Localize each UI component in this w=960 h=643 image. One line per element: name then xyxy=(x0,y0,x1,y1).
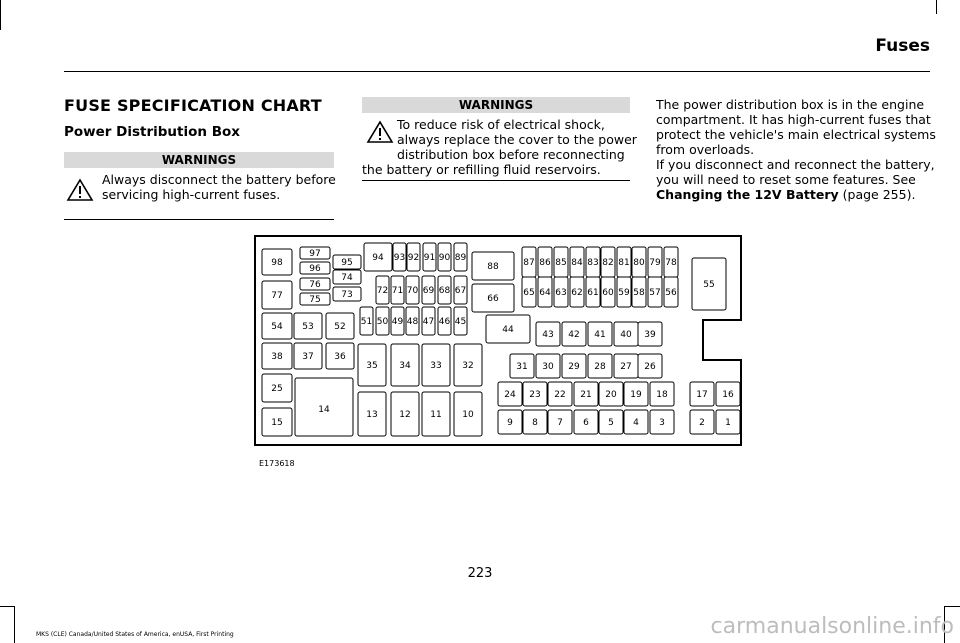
text-line: If you disconnect and reconnect the battery, xyxy=(656,157,935,172)
fuse-label: 29 xyxy=(568,362,580,372)
fuse-label: 88 xyxy=(487,262,499,272)
fuse-label: 52 xyxy=(334,322,346,332)
fuse-20 xyxy=(599,382,623,406)
fuse-label: 74 xyxy=(341,273,353,283)
fuse-74 xyxy=(333,270,361,284)
fuse-2 xyxy=(690,410,714,434)
page-number: 223 xyxy=(467,566,493,581)
warning-line: servicing high-current fuses. xyxy=(102,187,281,202)
fuse-98 xyxy=(262,249,292,275)
fuse-48 xyxy=(406,307,419,335)
fuse-label: 95 xyxy=(341,258,353,268)
fuse-label: 71 xyxy=(391,286,404,296)
subsection-heading: Power Distribution Box xyxy=(64,124,240,140)
fuse-5 xyxy=(599,410,623,434)
fuse-label: 87 xyxy=(523,258,535,268)
fuse-88 xyxy=(472,252,514,280)
fuse-37 xyxy=(294,343,322,369)
fuse-1 xyxy=(716,410,740,434)
fuse-label: 17 xyxy=(696,390,708,400)
fuse-label: 86 xyxy=(539,258,551,268)
fuse-label: 8 xyxy=(532,418,538,428)
fuse-85 xyxy=(554,247,568,277)
fuse-label: 49 xyxy=(391,317,404,327)
fuse-label: 3 xyxy=(659,418,665,428)
fuse-78 xyxy=(664,247,678,277)
fuse-label: 67 xyxy=(454,286,467,296)
text-line: you will need to reset some features. See xyxy=(656,172,916,187)
fuse-label: 92 xyxy=(407,253,420,263)
fuse-label: 56 xyxy=(665,288,677,298)
fuse-6 xyxy=(574,410,598,434)
fuse-16 xyxy=(716,382,740,406)
text-line: The power distribution box is in the engine xyxy=(656,97,925,112)
fuse-label: 19 xyxy=(630,390,642,400)
fuse-72 xyxy=(376,276,389,304)
fuse-49 xyxy=(391,307,404,335)
fuse-42 xyxy=(562,322,586,346)
fuse-label: 28 xyxy=(594,362,606,372)
fuse-79 xyxy=(648,247,662,277)
text-line: from overloads. xyxy=(656,142,755,157)
fuse-label: 20 xyxy=(605,390,617,400)
fuse-53 xyxy=(294,313,322,339)
fuse-label: 13 xyxy=(366,410,378,420)
fuse-label: 72 xyxy=(376,286,389,296)
fuse-82 xyxy=(601,247,615,277)
fuse-9 xyxy=(498,410,522,434)
fuse-80 xyxy=(632,247,646,277)
fuse-label: 81 xyxy=(618,258,630,268)
fuse-label: 37 xyxy=(302,352,314,362)
fuse-45 xyxy=(454,307,467,335)
fuse-label: 22 xyxy=(554,390,566,400)
warnings-band: WARNINGS xyxy=(362,97,630,113)
fuse-33 xyxy=(422,344,450,386)
fuse-label: 41 xyxy=(594,330,606,340)
warning-line: always replace the cover to the power xyxy=(397,132,637,147)
fuse-label: 97 xyxy=(309,249,321,259)
fuse-label: 94 xyxy=(372,253,384,263)
fuse-24 xyxy=(498,382,522,406)
fuse-21 xyxy=(574,382,598,406)
fuse-95 xyxy=(333,255,361,269)
fuse-55 xyxy=(692,258,726,310)
fuse-label: 90 xyxy=(438,253,451,263)
fuse-27 xyxy=(614,354,638,378)
fuse-label: 59 xyxy=(618,288,630,298)
fuse-label: 50 xyxy=(376,317,389,327)
fuse-92 xyxy=(407,243,420,271)
fuse-label: 46 xyxy=(438,317,451,327)
fuse-56 xyxy=(664,277,678,307)
fuse-7 xyxy=(548,410,572,434)
fuse-label: 35 xyxy=(366,361,378,371)
fuse-58 xyxy=(632,277,646,307)
fuse-23 xyxy=(523,382,547,406)
fuse-label: 68 xyxy=(438,286,451,296)
fuse-label: 24 xyxy=(504,390,516,400)
fuse-label: 31 xyxy=(516,362,528,372)
fuse-90 xyxy=(438,243,451,271)
fuse-50 xyxy=(376,307,389,335)
fuse-59 xyxy=(617,277,631,307)
fuse-10 xyxy=(454,392,482,436)
fuse-label: 9 xyxy=(507,418,513,428)
fuse-12 xyxy=(391,392,419,436)
fuse-label: 27 xyxy=(620,362,632,372)
fuse-71 xyxy=(391,276,404,304)
fuse-13 xyxy=(358,392,386,436)
fuse-label: 1 xyxy=(725,418,731,428)
fuse-label: 51 xyxy=(360,317,373,327)
fuse-68 xyxy=(438,276,451,304)
fuse-label: 48 xyxy=(406,317,419,327)
fuse-35 xyxy=(358,344,386,386)
fuse-84 xyxy=(570,247,584,277)
fuse-label: 61 xyxy=(587,288,599,298)
fuse-14 xyxy=(295,378,353,436)
fuse-65 xyxy=(522,277,536,307)
fuse-label: 57 xyxy=(649,288,661,298)
fuse-91 xyxy=(423,243,436,271)
fuse-41 xyxy=(588,322,612,346)
fuse-25 xyxy=(262,374,292,402)
fuse-label: 21 xyxy=(580,390,592,400)
fuse-3 xyxy=(650,410,674,434)
warning-line: To reduce risk of electrical shock, xyxy=(397,117,605,132)
fuse-label: 93 xyxy=(393,253,406,263)
warning-line: the battery or refilling fluid reservoirs. xyxy=(362,162,601,177)
fuse-17 xyxy=(690,382,714,406)
fuse-label: 80 xyxy=(633,258,645,268)
fuse-label: 25 xyxy=(271,384,283,394)
warnings-band: WARNINGS xyxy=(64,152,334,168)
fuse-label: 16 xyxy=(722,390,734,400)
fuse-34 xyxy=(391,344,419,386)
fuse-label: 7 xyxy=(557,418,563,428)
fuse-28 xyxy=(588,354,612,378)
fuse-label: 70 xyxy=(406,286,419,296)
fuse-label: 42 xyxy=(568,330,580,340)
fuse-label: 84 xyxy=(571,258,583,268)
fuse-29 xyxy=(562,354,586,378)
fuse-61 xyxy=(586,277,600,307)
fuse-40 xyxy=(614,322,638,346)
fuse-62 xyxy=(570,277,584,307)
fuse-label: 36 xyxy=(334,352,346,362)
fuse-label: 62 xyxy=(571,288,583,298)
fuse-label: 53 xyxy=(302,322,314,332)
fuse-64 xyxy=(538,277,552,307)
fuse-93 xyxy=(393,243,406,271)
fuse-label: 4 xyxy=(633,418,639,428)
fuse-73 xyxy=(333,287,361,301)
fuse-label: 10 xyxy=(462,410,474,420)
fuse-label: 30 xyxy=(542,362,554,372)
fuse-label: 65 xyxy=(523,288,535,298)
fuse-51 xyxy=(360,307,373,335)
page-reference: (page 255). xyxy=(838,187,916,202)
cross-reference-link[interactable]: Changing the 12V Battery xyxy=(656,187,839,202)
fuse-label: 40 xyxy=(620,330,632,340)
fuse-label: 55 xyxy=(703,280,715,290)
fuse-18 xyxy=(650,382,674,406)
fuse-label: 69 xyxy=(422,286,435,296)
fuse-31 xyxy=(510,354,534,378)
warning-line: Always disconnect the battery before xyxy=(102,172,336,187)
fuse-label: 91 xyxy=(423,253,436,263)
fuse-38 xyxy=(262,343,292,369)
fuse-label: 98 xyxy=(271,258,283,268)
fuse-label: 63 xyxy=(555,288,567,298)
edition-line: MKS (CLE) Canada/United States of America, enUSA, First Printing xyxy=(36,631,234,638)
section-heading: FUSE SPECIFICATION CHART xyxy=(64,96,322,115)
fuse-47 xyxy=(422,307,435,335)
fuse-36 xyxy=(326,343,354,369)
fuse-label: 83 xyxy=(587,258,599,268)
fuse-label: 15 xyxy=(271,418,283,428)
fuse-81 xyxy=(617,247,631,277)
fuse-label: 78 xyxy=(665,258,677,268)
fuse-8 xyxy=(523,410,547,434)
page-header-title: Fuses xyxy=(875,36,930,56)
fuse-43 xyxy=(536,322,560,346)
fuse-label: 45 xyxy=(454,317,467,327)
fuse-39 xyxy=(638,322,662,346)
text-line: protect the vehicle's main electrical systems xyxy=(656,127,936,142)
fuse-94 xyxy=(364,243,392,271)
fuse-67 xyxy=(454,276,467,304)
fuse-label: 47 xyxy=(422,317,435,327)
fuse-19 xyxy=(624,382,648,406)
fuse-11 xyxy=(422,392,450,436)
fuse-label: 77 xyxy=(271,291,283,301)
fuse-label: 32 xyxy=(462,361,474,371)
fuse-label: 66 xyxy=(487,294,499,304)
fuse-label: 6 xyxy=(583,418,589,428)
figure-code: E173618 xyxy=(259,459,295,468)
fuse-label: 89 xyxy=(454,253,467,263)
fuse-75 xyxy=(300,293,330,305)
fuse-30 xyxy=(536,354,560,378)
fuse-52 xyxy=(326,313,354,339)
fuse-label: 38 xyxy=(271,352,283,362)
fuse-label: 5 xyxy=(608,418,614,428)
fuse-label: 14 xyxy=(318,405,330,415)
fuse-label: 2 xyxy=(699,418,705,428)
watermark: carmanualsonline.info xyxy=(710,614,954,639)
fuse-66 xyxy=(472,284,514,312)
fuse-70 xyxy=(406,276,419,304)
fuse-label: 18 xyxy=(656,390,668,400)
fuse-label: 39 xyxy=(644,330,656,340)
fuse-label: 33 xyxy=(430,361,442,371)
fuse-44 xyxy=(486,315,530,343)
fuse-15 xyxy=(262,408,292,436)
fuse-26 xyxy=(638,354,662,378)
fuse-label: 73 xyxy=(341,290,353,300)
fuse-4 xyxy=(624,410,648,434)
fuse-60 xyxy=(601,277,615,307)
fuse-label: 11 xyxy=(430,410,442,420)
fuse-label: 75 xyxy=(309,295,321,305)
fuse-54 xyxy=(262,313,292,339)
fuse-label: 82 xyxy=(602,258,614,268)
fuse-86 xyxy=(538,247,552,277)
fuse-label: 64 xyxy=(539,288,551,298)
fuse-83 xyxy=(586,247,600,277)
warning-line: distribution box before reconnecting xyxy=(397,147,625,162)
fuse-89 xyxy=(454,243,467,271)
fuse-label: 76 xyxy=(309,280,321,290)
fuse-label: 23 xyxy=(529,390,541,400)
fuse-label: 79 xyxy=(649,258,661,268)
fuse-96 xyxy=(300,262,330,274)
fuse-label: 85 xyxy=(555,258,567,268)
fuse-label: 34 xyxy=(399,361,411,371)
fuse-76 xyxy=(300,278,330,290)
fuse-label: 26 xyxy=(644,362,656,372)
text-line: compartment. It has high-current fuses that xyxy=(656,112,931,127)
fuse-label: 43 xyxy=(542,330,554,340)
fuse-69 xyxy=(422,276,435,304)
fuse-label: 60 xyxy=(602,288,614,298)
fuse-label: 96 xyxy=(309,264,321,274)
fuse-63 xyxy=(554,277,568,307)
fuse-32 xyxy=(454,344,482,386)
fuse-label: 44 xyxy=(502,325,514,335)
fuse-22 xyxy=(548,382,572,406)
fuse-label: 58 xyxy=(633,288,645,298)
fuse-46 xyxy=(438,307,451,335)
fuse-97 xyxy=(300,247,330,259)
fuse-label: 54 xyxy=(271,322,283,332)
fuse-87 xyxy=(522,247,536,277)
fuse-label: 12 xyxy=(399,410,411,420)
fuse-57 xyxy=(648,277,662,307)
fuse-77 xyxy=(262,281,292,309)
